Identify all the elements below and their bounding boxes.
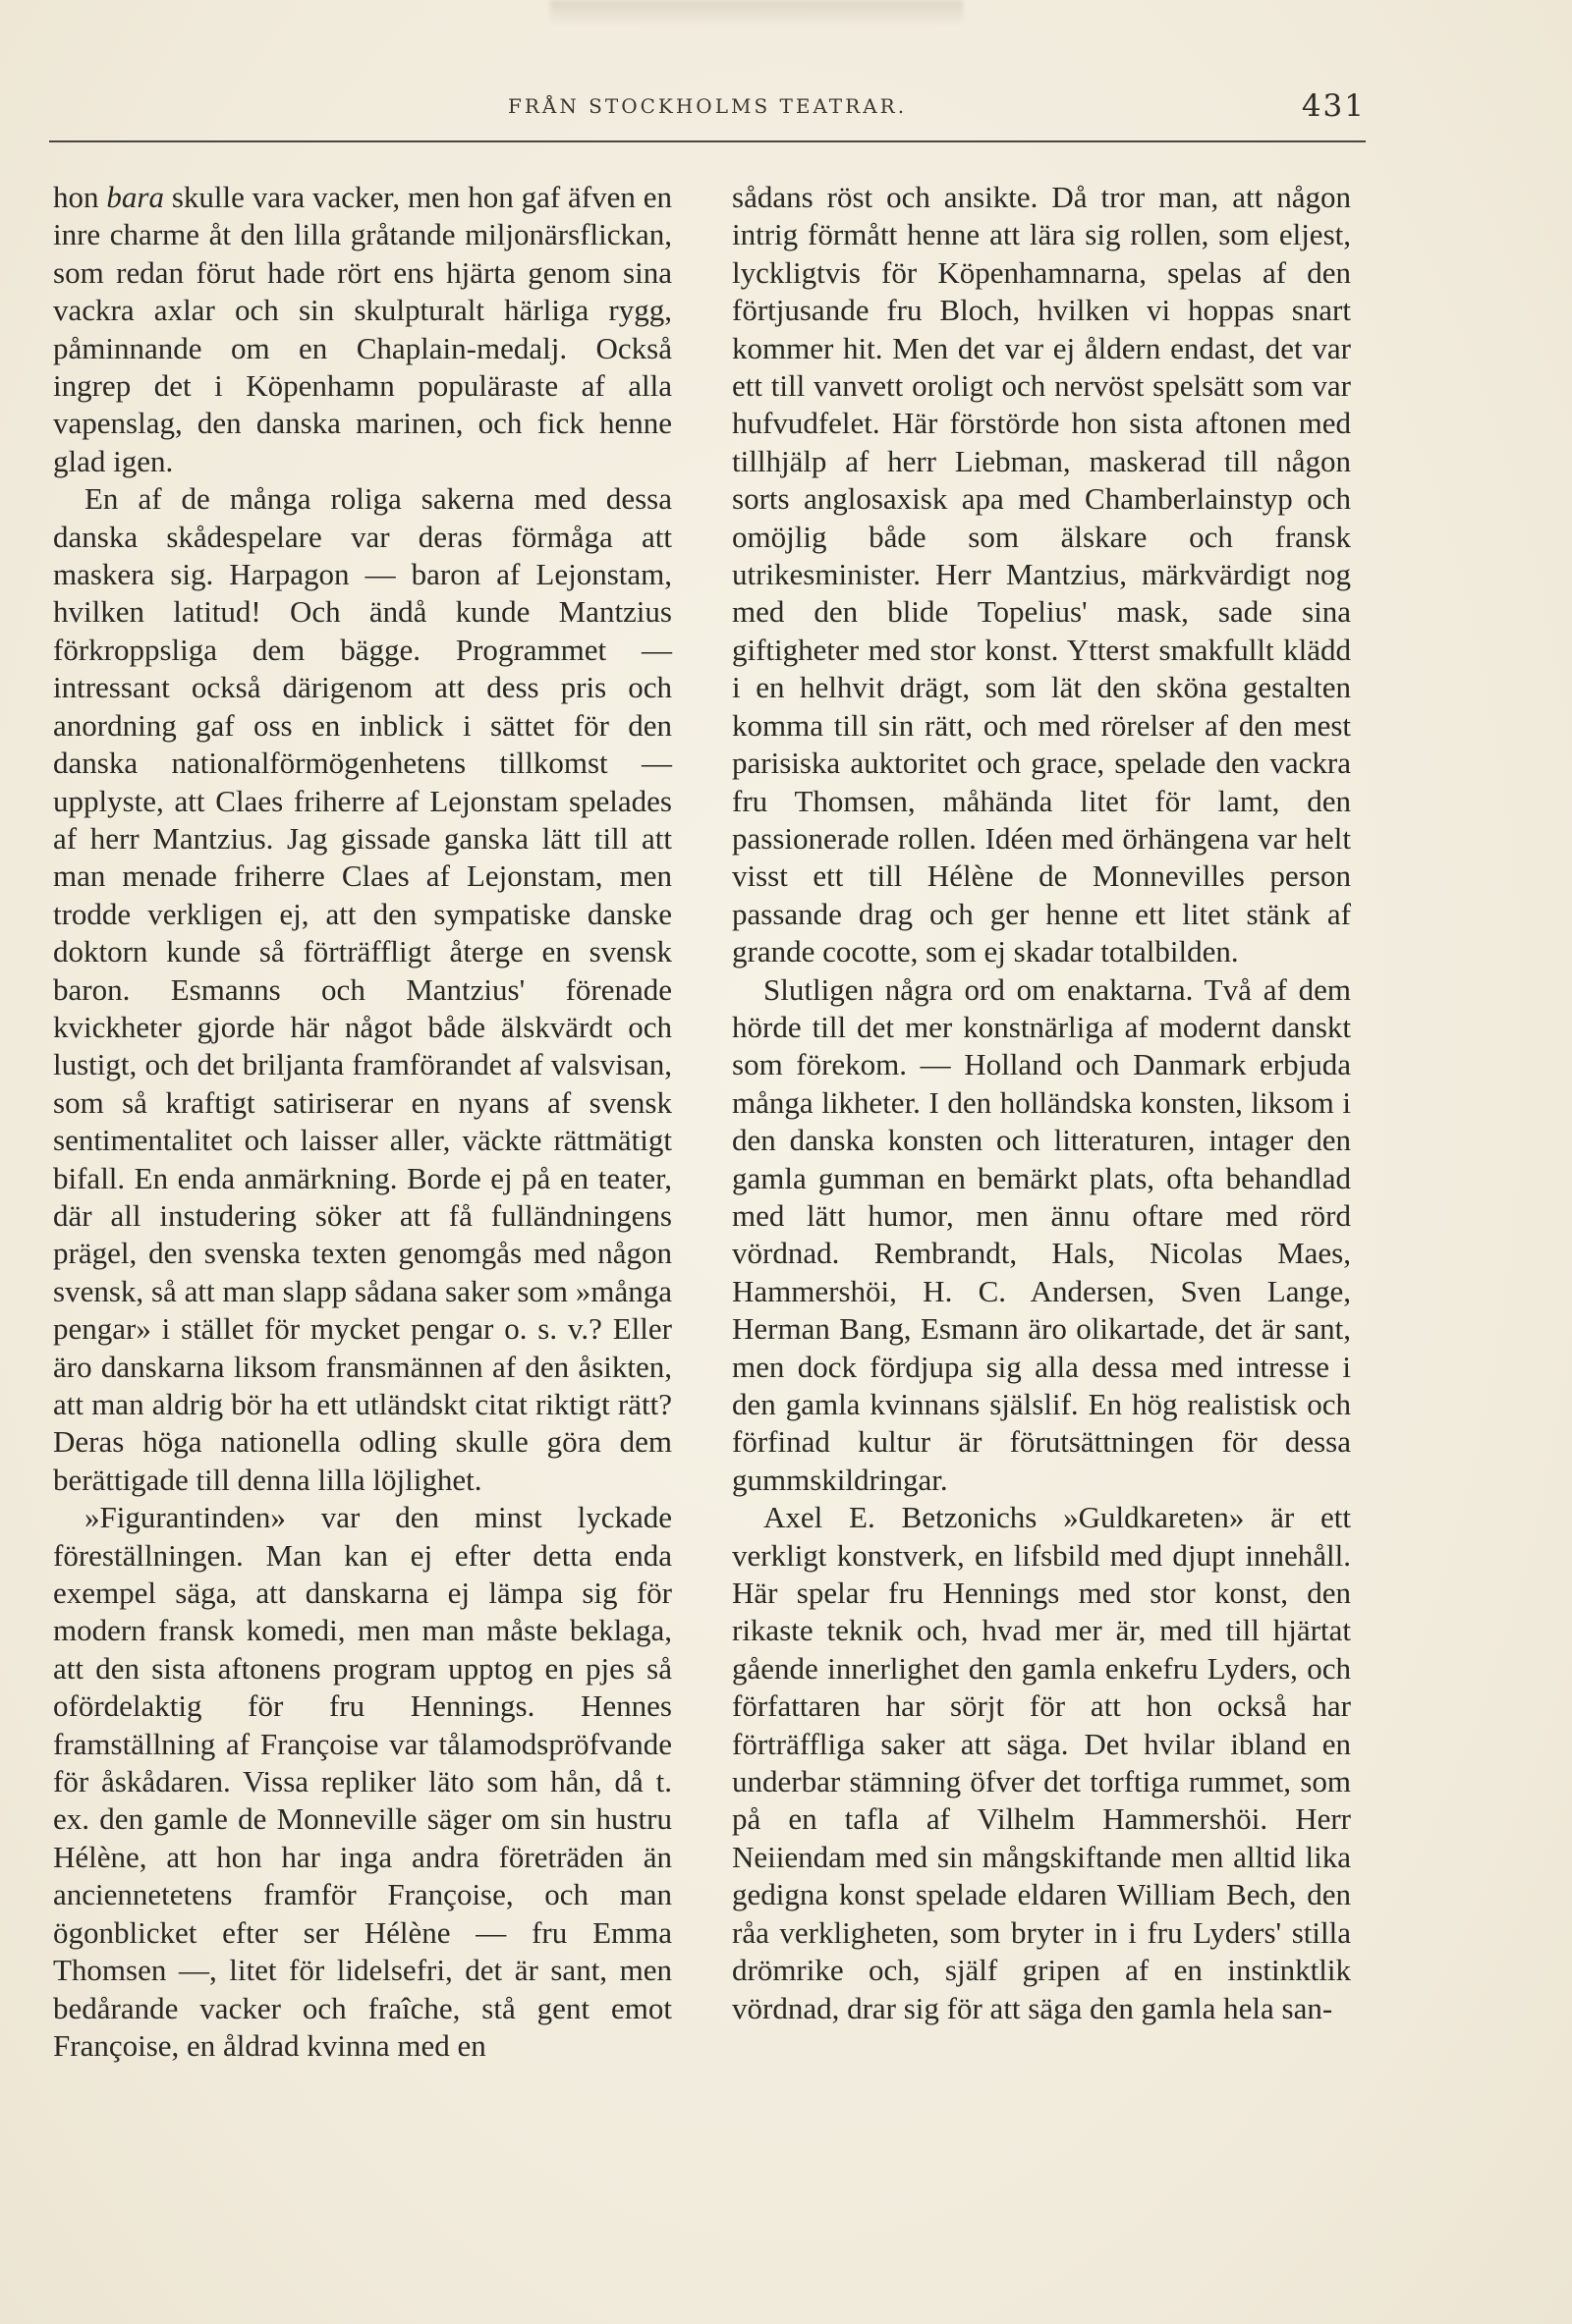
left-p1-rest: skulle vara vacker, men hon gaf äfven en inre charme åt den lilla gråtande miljonärsflickan, som redan förut hade rört ens hjärta genom sina vackra axlar och sin skulpturalt härliga rygg, påminnande om en Chaplain-medalj. Också ingrep det i Köpenhamn populäraste af alla vapenslag, den danska marinen, och fick henne glad igen.: [53, 180, 672, 478]
left-p1-emphasis: bara: [106, 180, 164, 214]
running-head: FRÅN STOCKHOLMS TEATRAR.: [507, 94, 908, 118]
left-paragraph-1: [53, 179, 672, 480]
header-rule: [49, 140, 1366, 142]
left-paragraph-2: En af de många roliga sakerna med dessa danska skådespelare var deras förmåga att maskera sig. Harpagon — baron af Lejonstam, hvilken latitud! Och ändå kunde Mantzius förkroppsliga dem bägge. Programmet — intressant också därigenom att dess pris och anordning gaf oss en inblick i sättet för den danska nationalförmögenhetens tillkomst — upplyste, att Claes friherre af Lejonstam spelades af herr Mantzius. Jag gissade ganska lätt till att man menade friherre Claes af Lejonstam, men trodde verkligen ej, att den sympatiske danske doktorn kunde så förträffligt återge en svensk baron. Esmanns och Mantzius' förenade kvickheter gjorde här något både älskvärdt och lustigt, och det briljanta framförandet af valsvisan, som så kraftigt satiriserar en nyans af svensk sentimentalitet och laisser aller, väckte rättmätigt bifall. En enda anmärkning. Borde ej på en teater, där all instudering söker att få fulländningens prägel, den svenska texten genomgås med någon svensk, så att man slapp sådana saker som »många pengar» i stället för mycket pengar o. s. v.? Eller äro danskarna liksom fransmännen af den åsikten, att man aldrig bör ha ett utländskt citat riktigt rätt? Deras höga nationella odling skulle göra dem berättigade till denna lilla löjlighet.: [53, 481, 672, 1497]
right-paragraph-3: Axel E. Betzonichs »Guldkareten» är ett verkligt konstverk, en lifsbild med djupt innehåll. Här spelar fru Hennings med stor konst, den rikaste teknik och, hvad mer är, med till hjärtat gående innerlighet den gamla enkefru Lyders, och författaren har sörjt för att hon också har förträffliga saker att säga. Det hvilar ibland en underbar stämning öfver det torftiga rummet, som på en tafla af Vilhelm Hammershöi. Herr Neiiendam med sin mångskiftande men alltid lika gedigna konst spelade eldaren William Bech, den råa verkligheten, som bryter in i fru Lyders' stilla drömrike och, själf gripen af en instinktlik vördnad, drar sig för att säga den gamla hela san-: [732, 1500, 1351, 2025]
left-p1-start: hon: [53, 180, 107, 214]
bleed-through-mark: [550, 0, 963, 26]
page-header: [49, 88, 1366, 139]
right-column: [732, 179, 1351, 2027]
right-paragraph-1: sådans röst och ansikte. Då tror man, att någon intrig förmått henne att lära sig rollen, som eljest, lyckligtvis för Köpenhamnarna, spelas af den förtjusande fru Bloch, hvilken vi hoppas snart kommer hit. Men det var ej åldern endast, det var ett till vanvett oroligt och nervöst spelsätt som var hufvudfelet. Här förstörde hon sista aftonen med tillhjälp af herr Liebman, maskerad till någon sorts anglosaxisk apa med Chamberlainstyp och omöjlig både som älskare och fransk utrikesminister. Herr Mantzius, märkvärdigt nog med den blide Topelius' mask, sade sina giftigheter med stor konst. Ytterst smakfullt klädd i en helhvit drägt, som lät den sköna gestalten komma till sin rätt, och med rörelser af den mest parisiska auktoritet och grace, spelade den vackra fru Thomsen, måhända litet för lamt, den passionerade rollen. Idéen med örhängena var helt visst ett till Hélène de Monnevilles person passande drag och ger henne ett litet stänk af grande cocotte, som ej skadar totalbilden.: [732, 180, 1351, 969]
left-paragraph-3: »Figurantinden» var den minst lyckade föreställningen. Man kan ej efter detta enda exempel säga, att danskarna ej lämpa sig för modern fransk komedi, men man måste beklaga, att den sista aftonens program upptog en pjes så ofördelaktig för fru Hennings. Hennes framställning af Françoise var tålamodspröfvande för åskådaren. Vissa repliker läto som hån, då t. ex. den gamle de Monneville säger om sin hustru Hélène, att hon har inga andra företräden än anciennetetens framför Françoise, och man ögonblicket efter ser Hélène — fru Emma Thomsen —, litet för lidelsefri, det är sant, men bedårande vacker och fraîche, stå gent emot Françoise, en åldrad kvinna med en: [53, 1500, 672, 2063]
right-paragraph-2: Slutligen några ord om enaktarna. Två af dem hörde till det mer konstnärliga af modernt danskt som förekom. — Holland och Danmark erbjuda många likheter. I den holländska konsten, liksom i den danska konsten och litteraturen, intager den gamla gumman en bemärkt plats, ofta behandlad med lätt humor, men ännu oftare med rörd vördnad. Rembrandt, Hals, Nicolas Maes, Hammershöi, H. C. Andersen, Sven Lange, Herman Bang, Esmann äro olikartade, det är sant, men dock fördjupa sig alla dessa med intresse i den gamla kvinnans själslif. En hög realistisk och förfinad kultur är förutsättningen för dessa gummskildringar.: [732, 971, 1351, 1497]
page-number: 431: [1301, 88, 1366, 124]
left-column: [53, 179, 672, 2065]
